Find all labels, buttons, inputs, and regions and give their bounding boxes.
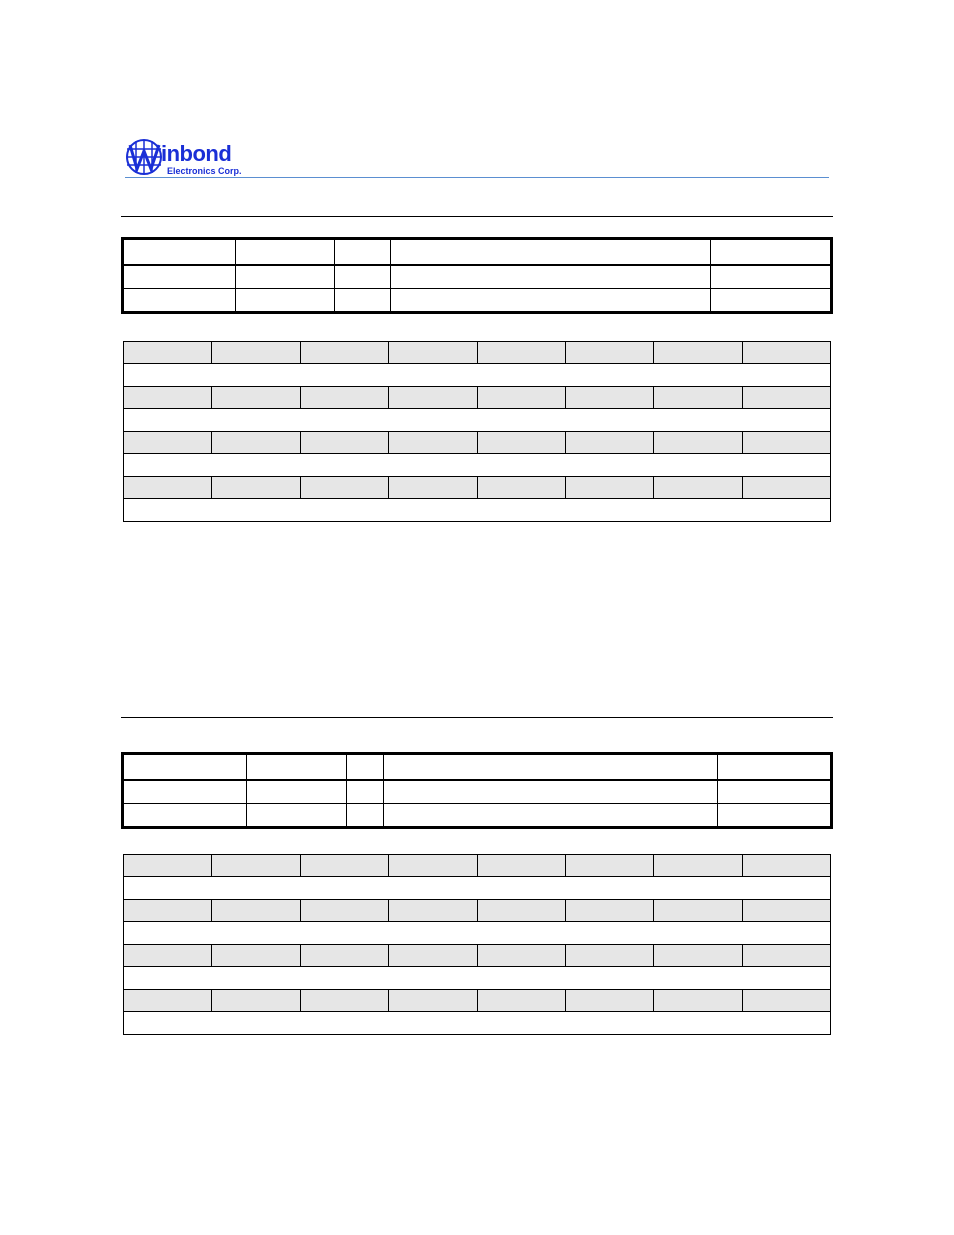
register-cell [384, 754, 718, 781]
bit-field-table [123, 341, 831, 522]
bit-cell [654, 432, 742, 454]
register-cell [384, 804, 718, 828]
register-cell [711, 289, 832, 313]
bit-cell [300, 432, 388, 454]
bit-cell [477, 945, 565, 967]
register-cell [335, 239, 391, 266]
bit-cell [389, 432, 477, 454]
winbond-logo [125, 137, 255, 179]
bit-cell [565, 945, 653, 967]
section-divider [121, 216, 833, 217]
register-header-row [123, 754, 832, 781]
bit-cell [654, 945, 742, 967]
description-row [124, 877, 831, 900]
bit-cell [389, 477, 477, 499]
register-cell [123, 804, 247, 828]
bit-cell [300, 387, 388, 409]
bit-cell [212, 387, 300, 409]
description-row [124, 1012, 831, 1035]
register-cell [236, 265, 335, 289]
bit-cell [124, 477, 212, 499]
description-cell [124, 364, 831, 387]
register-cell [718, 804, 832, 828]
bit-cell [477, 477, 565, 499]
header-rule [125, 177, 829, 178]
register-row [123, 804, 832, 828]
bit-row [124, 342, 831, 364]
register-cell [123, 754, 247, 781]
bit-cell [565, 855, 653, 877]
register-table [121, 752, 833, 829]
bit-cell [212, 477, 300, 499]
register-cell [347, 780, 384, 804]
register-cell [335, 289, 391, 313]
description-cell [124, 454, 831, 477]
description-cell [124, 1012, 831, 1035]
description-cell [124, 409, 831, 432]
register-cell [384, 780, 718, 804]
description-row [124, 454, 831, 477]
bit-cell [124, 387, 212, 409]
bit-field-table [123, 854, 831, 1035]
bit-cell [654, 855, 742, 877]
description-row [124, 922, 831, 945]
register-cell [711, 239, 832, 266]
register-cell [718, 754, 832, 781]
bit-cell [389, 990, 477, 1012]
description-row [124, 967, 831, 990]
bit-cell [742, 990, 830, 1012]
bit-cell [389, 387, 477, 409]
bit-cell [300, 900, 388, 922]
bit-cell [212, 342, 300, 364]
bit-cell [477, 432, 565, 454]
register-cell [711, 265, 832, 289]
description-cell [124, 967, 831, 990]
bit-cell [212, 900, 300, 922]
bit-cell [300, 477, 388, 499]
bit-cell [124, 990, 212, 1012]
bit-cell [389, 900, 477, 922]
bit-cell [300, 342, 388, 364]
bit-row [124, 477, 831, 499]
bit-cell [477, 990, 565, 1012]
brand-subtitle: Electronics Corp. [167, 166, 242, 176]
register-cell [391, 265, 711, 289]
register-row [123, 265, 832, 289]
register-cell [236, 239, 335, 266]
bit-cell [565, 387, 653, 409]
bit-cell [742, 342, 830, 364]
register-cell [335, 265, 391, 289]
register-cell [123, 265, 236, 289]
bit-cell [742, 477, 830, 499]
description-cell [124, 922, 831, 945]
bit-cell [565, 342, 653, 364]
bit-cell [212, 432, 300, 454]
bit-cell [124, 945, 212, 967]
register-cell [718, 780, 832, 804]
bit-cell [389, 342, 477, 364]
register-cell [247, 754, 347, 781]
bit-cell [124, 342, 212, 364]
bit-cell [477, 387, 565, 409]
bit-cell [654, 342, 742, 364]
register-row [123, 780, 832, 804]
register-table [121, 237, 833, 314]
brand-name: inbond [161, 141, 232, 166]
bit-cell [742, 432, 830, 454]
bit-cell [300, 945, 388, 967]
register-cell [247, 780, 347, 804]
bit-cell [300, 855, 388, 877]
register-cell [123, 289, 236, 313]
bit-cell [124, 855, 212, 877]
bit-cell [565, 477, 653, 499]
bit-cell [654, 477, 742, 499]
description-cell [124, 499, 831, 522]
bit-cell [565, 432, 653, 454]
bit-cell [477, 900, 565, 922]
register-cell [391, 239, 711, 266]
description-row [124, 409, 831, 432]
bit-cell [212, 855, 300, 877]
bit-cell [654, 990, 742, 1012]
register-cell [123, 239, 236, 266]
bit-row [124, 990, 831, 1012]
bit-cell [300, 990, 388, 1012]
bit-cell [389, 855, 477, 877]
description-row [124, 364, 831, 387]
bit-cell [742, 900, 830, 922]
bit-row [124, 432, 831, 454]
bit-cell [565, 990, 653, 1012]
register-cell [123, 780, 247, 804]
register-cell [347, 754, 384, 781]
bit-cell [565, 900, 653, 922]
register-cell [247, 804, 347, 828]
register-cell [236, 289, 335, 313]
register-cell [391, 289, 711, 313]
bit-cell [742, 945, 830, 967]
bit-cell [654, 387, 742, 409]
bit-cell [742, 855, 830, 877]
bit-cell [212, 945, 300, 967]
bit-cell [389, 945, 477, 967]
bit-cell [212, 990, 300, 1012]
register-row [123, 289, 832, 313]
bit-cell [654, 900, 742, 922]
section-divider [121, 717, 833, 718]
description-cell [124, 877, 831, 900]
globe-icon [125, 137, 165, 179]
bit-cell [124, 900, 212, 922]
description-row [124, 499, 831, 522]
bit-row [124, 945, 831, 967]
bit-row [124, 387, 831, 409]
bit-cell [742, 387, 830, 409]
bit-cell [477, 855, 565, 877]
register-header-row [123, 239, 832, 266]
bit-cell [477, 342, 565, 364]
bit-row [124, 855, 831, 877]
bit-row [124, 900, 831, 922]
register-cell [347, 804, 384, 828]
bit-cell [124, 432, 212, 454]
